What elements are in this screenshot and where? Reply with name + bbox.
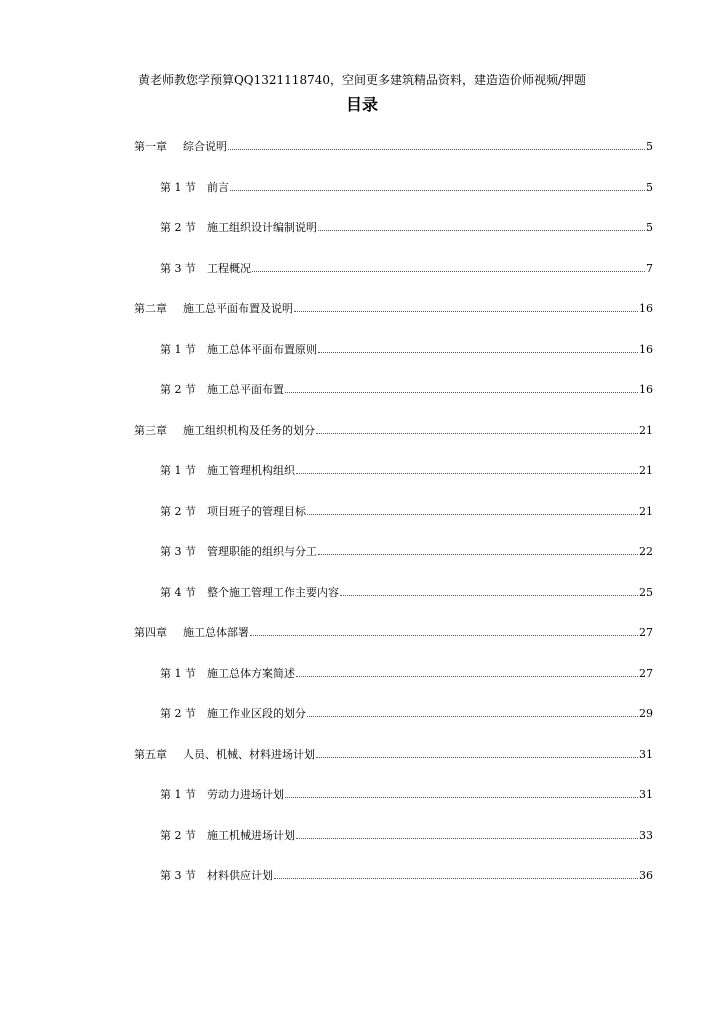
toc-entry-title: 施工组织设计编制说明 [207, 221, 317, 234]
toc-entry-title: 施工总体部署 [183, 626, 249, 639]
toc-entry-title: 前言 [207, 181, 229, 194]
toc-entry-title: 管理职能的组织与分工 [207, 545, 317, 558]
toc-entry-title: 施工总体方案简述 [207, 667, 295, 680]
toc-entry-page: 16 [639, 302, 653, 315]
toc-entry-number: 第 2 节 [160, 707, 196, 720]
toc-entry-title: 施工作业区段的划分 [207, 707, 306, 720]
toc-entry-page: 21 [639, 424, 653, 437]
dot-leader [250, 635, 638, 636]
toc-entry-section[interactable] [160, 868, 653, 884]
toc-entry-title: 施工总体平面布置原则 [207, 343, 317, 356]
toc-entry-number: 第 1 节 [160, 464, 196, 477]
toc-entry-section[interactable] [160, 828, 653, 844]
toc-entry-title: 施工机械进场计划 [207, 829, 295, 842]
toc-entry-title: 施工总平面布置 [207, 383, 284, 396]
dot-leader [252, 271, 645, 272]
toc-entry-page: 27 [639, 667, 653, 680]
toc-entry-section[interactable] [160, 504, 653, 520]
toc-entry-title: 工程概况 [207, 262, 251, 275]
toc-entry-title: 材料供应计划 [207, 869, 273, 882]
toc-entry-number: 第三章 [134, 424, 167, 437]
header-note: 黄老师教您学预算QQ1321118740，空间更多建筑精品资料，建造造价师视频/押题 [137, 73, 587, 87]
dot-leader [274, 878, 638, 879]
toc-entry-number: 第 2 节 [160, 221, 196, 234]
toc-entry-page: 27 [639, 626, 653, 639]
dot-leader [307, 716, 638, 717]
toc-entry-page: 36 [639, 869, 653, 882]
toc-entry-section[interactable] [160, 544, 653, 560]
toc-entry-section[interactable] [160, 787, 653, 803]
toc-entry-number: 第 1 节 [160, 667, 196, 680]
toc-entry-page: 31 [639, 748, 653, 761]
dot-leader [316, 433, 638, 434]
toc-entry-page: 21 [639, 505, 653, 518]
toc-entry-title: 项目班子的管理目标 [207, 505, 306, 518]
dot-leader [294, 311, 638, 312]
toc-entry-page: 29 [639, 707, 653, 720]
dot-leader [318, 554, 638, 555]
toc-entry-number: 第 1 节 [160, 788, 196, 801]
toc-entry-title: 施工管理机构组织 [207, 464, 295, 477]
toc-entry-number: 第 3 节 [160, 869, 196, 882]
toc-entry-chapter[interactable] [134, 139, 653, 155]
toc-entry-section[interactable] [160, 382, 653, 398]
dot-leader [340, 595, 638, 596]
toc-entry-section[interactable] [160, 666, 653, 682]
toc-entry-page: 16 [639, 343, 653, 356]
toc-entry-page: 31 [639, 788, 653, 801]
toc-entry-chapter[interactable] [134, 301, 653, 317]
dot-leader [230, 190, 645, 191]
toc-entry-page: 22 [639, 545, 653, 558]
dot-leader [307, 514, 638, 515]
toc-entry-section[interactable] [160, 220, 653, 236]
toc-entry-number: 第 3 节 [160, 545, 196, 558]
toc-entry-number: 第 2 节 [160, 829, 196, 842]
toc-entry-page: 33 [639, 829, 653, 842]
toc-entry-chapter[interactable] [134, 625, 653, 641]
dot-leader [285, 392, 638, 393]
toc-entry-number: 第 3 节 [160, 262, 196, 275]
toc-entry-page: 5 [646, 221, 653, 234]
toc-entry-title: 劳动力进场计划 [207, 788, 284, 801]
dot-leader [318, 230, 645, 231]
toc-entry-title: 整个施工管理工作主要内容 [207, 586, 339, 599]
dot-leader [296, 676, 638, 677]
toc-entry-number: 第 2 节 [160, 505, 196, 518]
toc-entry-section[interactable] [160, 261, 653, 277]
toc-entry-number: 第二章 [134, 302, 167, 315]
toc-entry-title: 施工总平面布置及说明 [183, 302, 293, 315]
toc-entry-number: 第 1 节 [160, 343, 196, 356]
page-title: 目录 [345, 95, 378, 114]
toc-entry-section[interactable] [160, 585, 653, 601]
dot-leader [318, 352, 638, 353]
toc-entry-section[interactable] [160, 180, 653, 196]
toc-entry-number: 第一章 [134, 140, 167, 153]
dot-leader [228, 149, 645, 150]
toc-entry-page: 5 [646, 140, 653, 153]
toc-entry-chapter[interactable] [134, 747, 653, 763]
toc-entry-number: 第五章 [134, 748, 167, 761]
toc-entry-title: 综合说明 [183, 140, 227, 153]
toc-entry-page: 5 [646, 181, 653, 194]
toc-entry-section[interactable] [160, 342, 653, 358]
dot-leader [296, 473, 638, 474]
toc-entry-number: 第 2 节 [160, 383, 196, 396]
toc-entry-page: 25 [639, 586, 653, 599]
toc-entry-chapter[interactable] [134, 423, 653, 439]
dot-leader [316, 757, 638, 758]
toc-entry-number: 第四章 [134, 626, 167, 639]
toc-entry-title: 施工组织机构及任务的划分 [183, 424, 315, 437]
toc-entry-page: 7 [646, 262, 653, 275]
toc-entry-title: 人员、机械、材料进场计划 [183, 748, 315, 761]
dot-leader [296, 838, 638, 839]
toc-entry-page: 16 [639, 383, 653, 396]
toc-entry-section[interactable] [160, 706, 653, 722]
toc-entry-number: 第 4 节 [160, 586, 196, 599]
dot-leader [285, 797, 638, 798]
toc-entry-number: 第 1 节 [160, 181, 196, 194]
toc-entry-page: 21 [639, 464, 653, 477]
toc-entry-section[interactable] [160, 463, 653, 479]
